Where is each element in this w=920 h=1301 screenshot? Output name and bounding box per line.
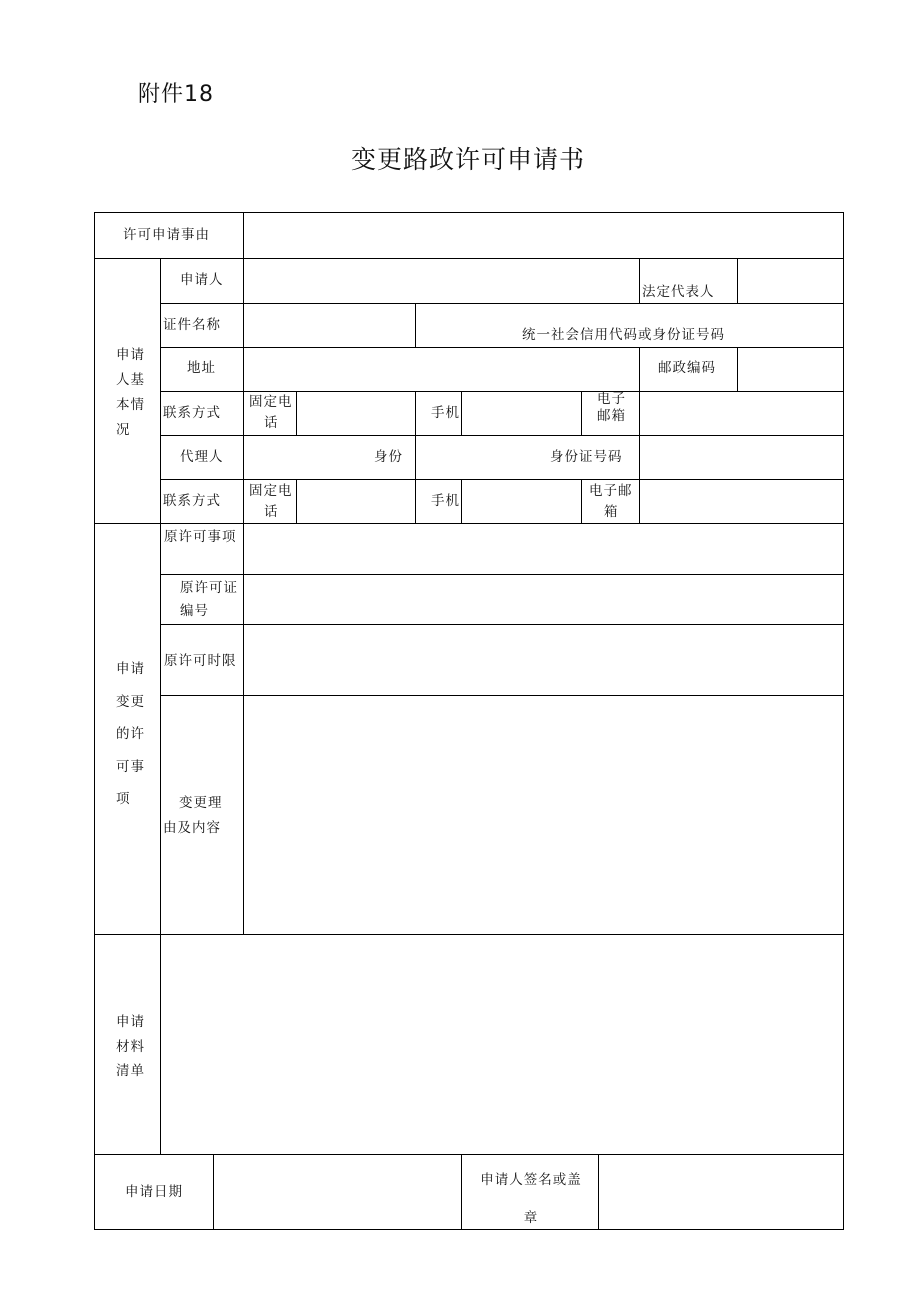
- id-type-field[interactable]: [244, 304, 415, 347]
- postal-code-field[interactable]: [738, 348, 843, 391]
- agent-mobile-field[interactable]: [462, 480, 581, 523]
- date-field[interactable]: [214, 1155, 461, 1229]
- identity-label: 身份: [374, 449, 403, 465]
- orig-cert-label: 原许可证 编号: [180, 580, 238, 619]
- legal-rep-label: 法定代表人: [642, 284, 715, 300]
- table-border-left: [94, 212, 95, 1230]
- materials-field[interactable]: [161, 935, 843, 1154]
- change-section-label: 申请 变更 的许 可事 项: [116, 661, 145, 807]
- applicant-label: 申请人: [180, 272, 224, 288]
- table-col-line: [461, 1154, 462, 1229]
- agent-email-field[interactable]: [640, 480, 843, 523]
- table-col-line: [639, 347, 640, 391]
- change-reason-label: 变更理 由及内容: [163, 795, 223, 836]
- table-col-line: [581, 391, 582, 435]
- table-border-right: [843, 212, 844, 1230]
- agent-mobile-label: 手机: [431, 493, 460, 509]
- table-col-line: [415, 435, 416, 479]
- address-label: 地址: [187, 360, 216, 376]
- landline-label: 固定电 话: [249, 394, 293, 431]
- mobile-label: 手机: [431, 405, 460, 421]
- attachment-label: 附件18: [138, 82, 214, 107]
- orig-cert-field[interactable]: [244, 575, 843, 624]
- agent-landline-label: 固定电 话: [249, 483, 293, 520]
- agent-id-field[interactable]: [640, 436, 843, 479]
- mobile-field[interactable]: [462, 392, 581, 435]
- agent-email-label: 电子邮 箱: [589, 483, 633, 520]
- credit-code-label: 统一社会信用代码或身份证号码: [522, 327, 725, 343]
- agent-label: 代理人: [180, 449, 224, 465]
- postal-code-label: 邮政编码: [658, 360, 716, 376]
- reason-field[interactable]: [244, 213, 843, 258]
- change-reason-field[interactable]: [244, 696, 843, 934]
- table-border-bottom: [94, 1229, 844, 1230]
- page-title: 变更路政许可申请书: [350, 145, 585, 174]
- email-field[interactable]: [640, 392, 843, 435]
- table-col-line: [415, 479, 416, 523]
- signature-field[interactable]: [599, 1155, 843, 1229]
- contact-label: 联系方式: [163, 405, 221, 421]
- applicant-section-label: 申请 人基 本情 况: [116, 347, 145, 438]
- address-field[interactable]: [244, 348, 639, 391]
- table-col-line: [639, 258, 640, 303]
- orig-item-label: 原许可事项: [164, 529, 237, 545]
- email-label: 电子 邮箱: [597, 391, 626, 424]
- signature-label: 申请人签名或盖 章: [480, 1172, 582, 1226]
- orig-term-label: 原许可时限: [164, 653, 237, 669]
- table-col-line: [415, 391, 416, 435]
- table-col-line: [415, 303, 416, 347]
- table-col-line: [581, 479, 582, 523]
- legal-rep-field[interactable]: [738, 259, 843, 303]
- agent-id-label: 身份证号码: [550, 449, 623, 465]
- materials-label: 申请 材料 清单: [116, 1014, 145, 1079]
- orig-item-field[interactable]: [244, 524, 843, 574]
- id-type-label: 证件名称: [163, 317, 221, 333]
- applicant-field[interactable]: [244, 259, 639, 303]
- agent-landline-field[interactable]: [297, 480, 415, 523]
- orig-term-field[interactable]: [244, 625, 843, 695]
- date-label: 申请日期: [125, 1184, 183, 1200]
- agent-contact-label: 联系方式: [163, 493, 221, 509]
- landline-field[interactable]: [297, 392, 415, 435]
- reason-label: 许可申请事由: [123, 227, 210, 243]
